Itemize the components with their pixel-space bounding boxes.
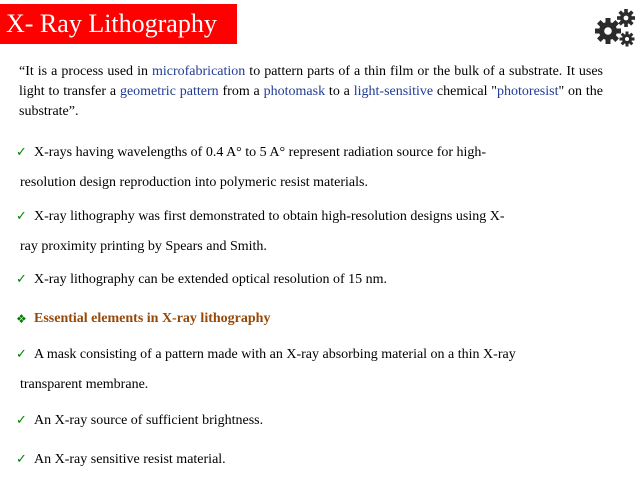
term-geometric-pattern: geometric pattern	[119, 84, 219, 99]
list-item: ✓ X-ray lithography was first demonstrated to obtain high-resolution designs using X- ray proximity printing by Spears and Smith.	[16, 202, 602, 262]
intro-paragraph: “It is a process used in microfabrication to pattern parts of a thin film or the bulk of a substrate. It uses light to transfer a geometric pattern from a photomask to a light-sensitive chemical "photoresist" on the substrate”.	[19, 64, 604, 119]
check-icon: ✓	[16, 209, 27, 224]
check-icon: ✓	[16, 452, 27, 467]
list-item: ✓ An X-ray source of sufficient brightness.	[16, 406, 602, 436]
check-icon: ✓	[16, 272, 27, 287]
list-item: ✓ An X-ray sensitive resist material.	[16, 445, 602, 475]
term-photoresist: photoresist	[497, 84, 559, 99]
diamond-bullet-icon: ❖	[16, 312, 27, 326]
term-microfabrication: microfabrication	[151, 64, 246, 79]
term-light-sensitive: light-sensitive	[353, 84, 434, 99]
list-item: ✓ A mask consisting of a pattern made with an X-ray absorbing material on a thin X-ray transparent membrane.	[16, 340, 602, 400]
list-item: ✓ X-rays having wavelengths of 0.4 A° to 5 A° represent radiation source for high- resolution design reproduction into polymeric resist materials.	[16, 138, 602, 198]
term-photomask: photomask	[263, 84, 326, 99]
list-item: ✓ X-ray lithography can be extended optical resolution of 15 nm.	[16, 265, 602, 295]
check-icon: ✓	[16, 145, 27, 160]
slide-title: X- Ray Lithography	[0, 4, 237, 44]
gears-icon	[594, 8, 636, 48]
section-heading: ❖ Essential elements in X-ray lithography	[16, 304, 602, 334]
check-icon: ✓	[16, 413, 27, 428]
check-icon: ✓	[16, 347, 27, 362]
